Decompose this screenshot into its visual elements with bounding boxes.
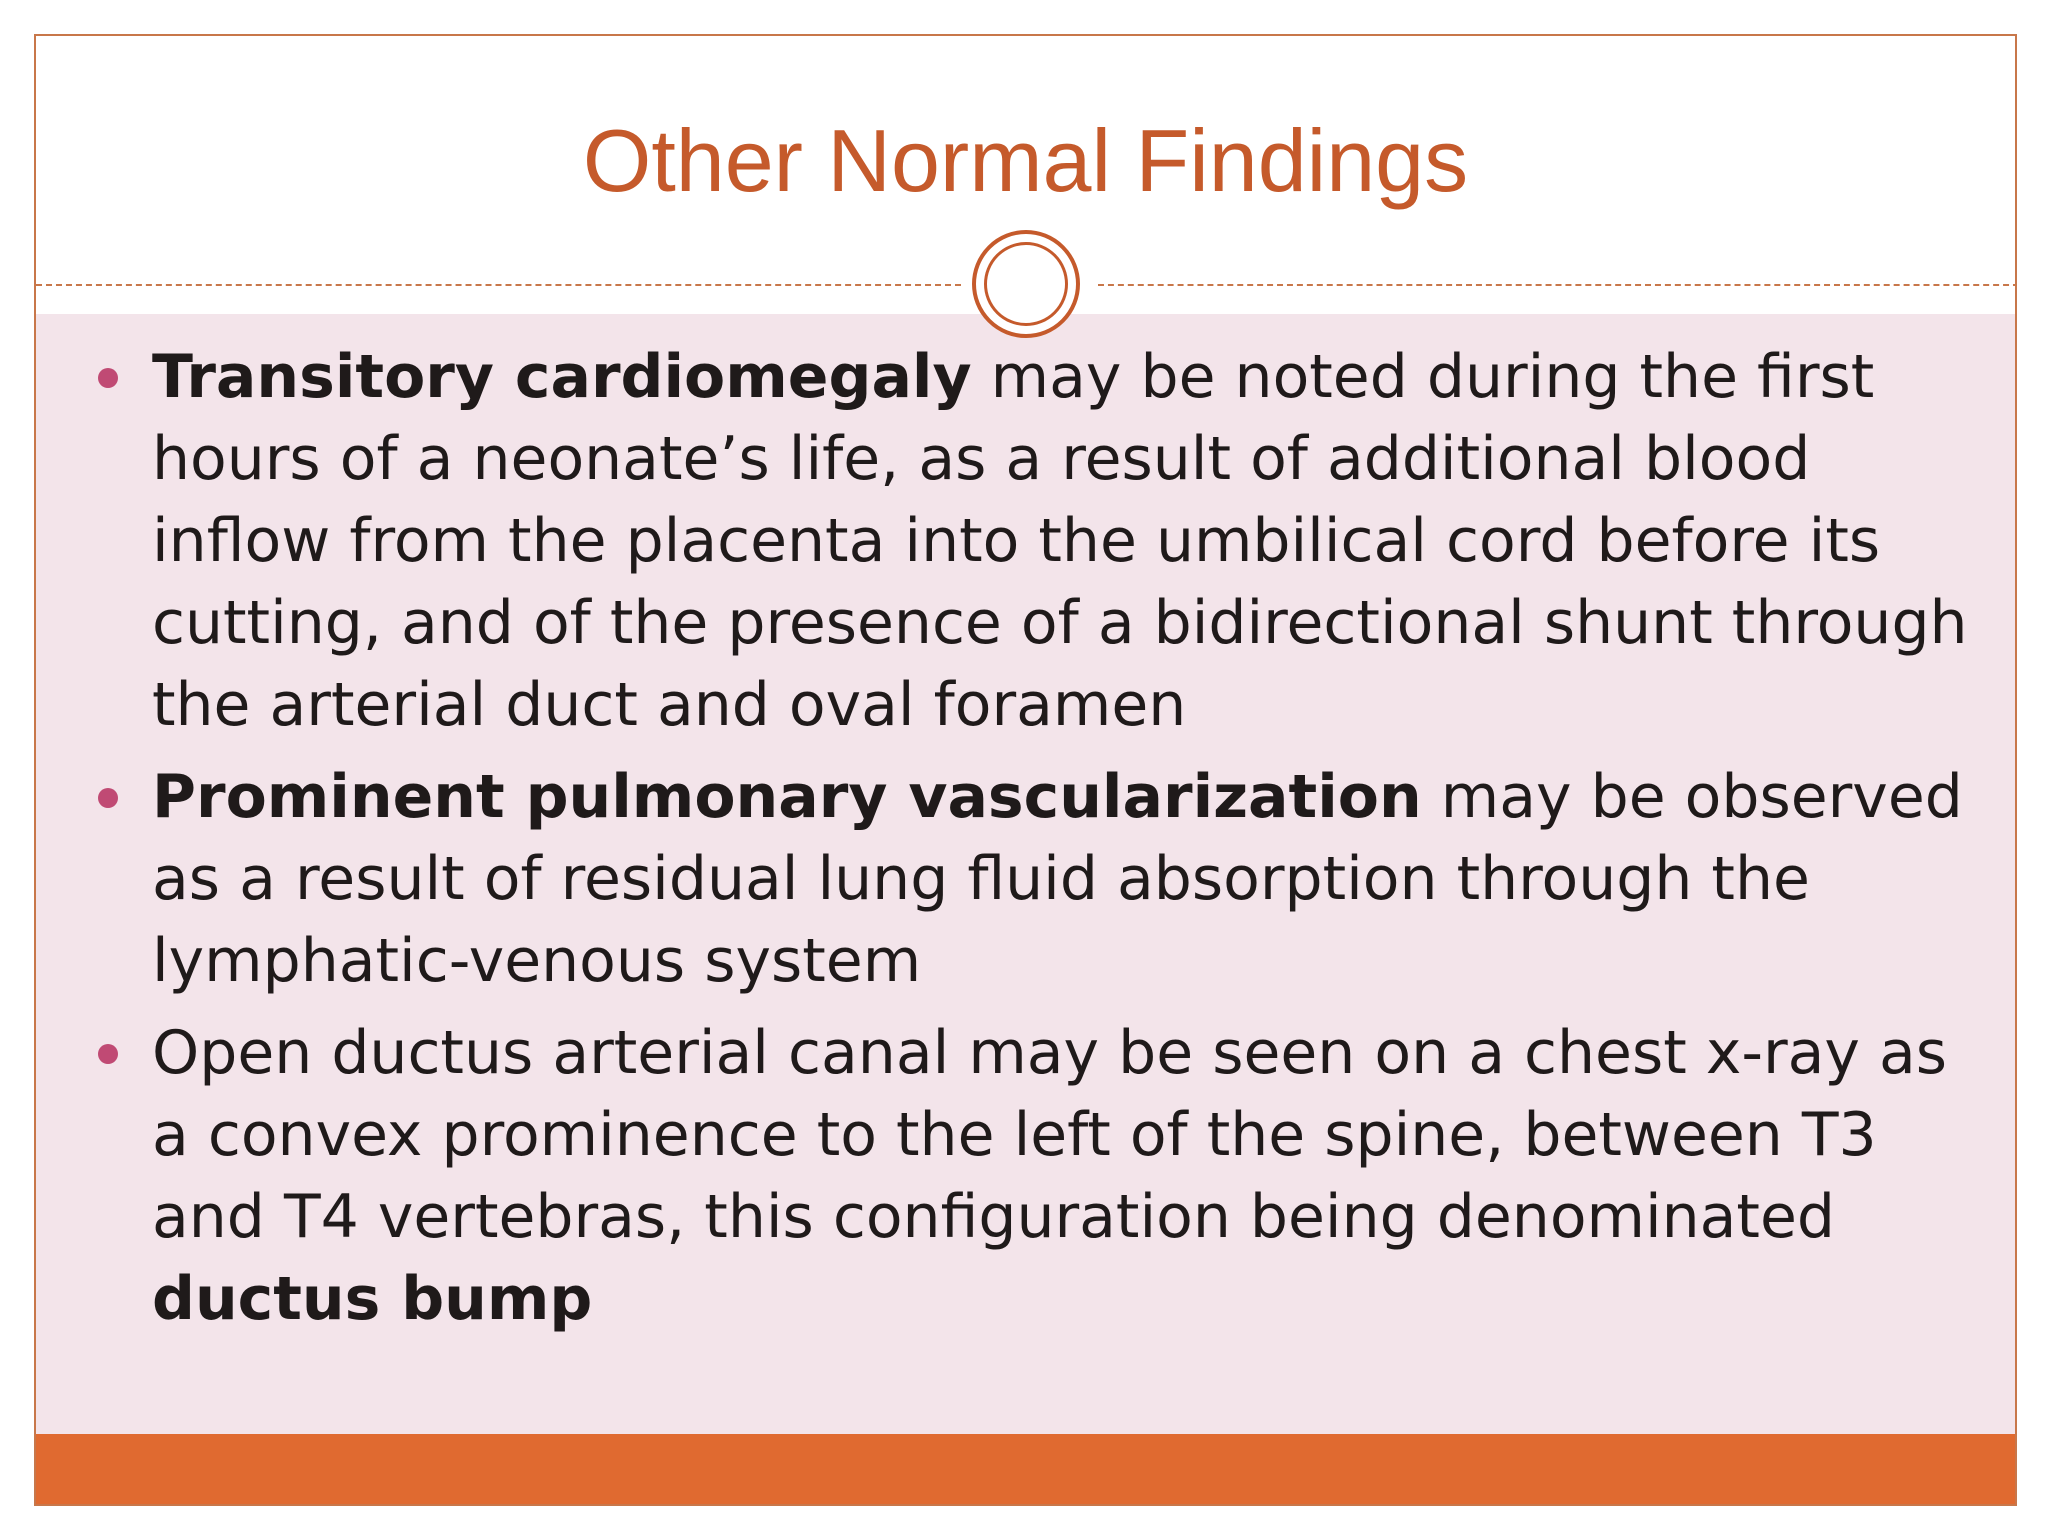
bullet-text: may be observed as a result of residual lung fluid absorption through the lymphatic-venous system xyxy=(152,762,1963,996)
slide-title: Other Normal Findings xyxy=(582,111,1469,210)
circle-ornament-icon xyxy=(972,230,1080,338)
footer-bar xyxy=(36,1434,2015,1506)
bullet-dot-icon xyxy=(98,368,118,388)
bullet-item-transitory-cardiomegaly xyxy=(152,336,1972,746)
bullet-text: Open ductus arterial canal may be seen on a chest x-ray as a convex prominence to the left of the spine, between T3 and T4 vertebras, this configuration being denominated xyxy=(152,1018,1948,1252)
circle-ornament-inner xyxy=(984,242,1068,326)
header-divider-left xyxy=(36,284,961,286)
bullet-item-pulmonary-vascularization xyxy=(152,756,1972,1002)
bullet-item-ductus-bump xyxy=(152,1012,1972,1340)
bullet-bold-term: Transitory cardiomegaly xyxy=(152,342,972,412)
bullet-bold-term: ductus bump xyxy=(152,1264,593,1334)
bullet-bold-term: Prominent pulmonary vascularization xyxy=(152,762,1422,832)
slide xyxy=(34,34,2017,1506)
bullet-text: may be noted during the first hours of a neonate’s life, as a result of additional blood inflow from the placenta into the umbilical cord before its cutting, and of the presence of a bidirectional shunt through the arterial duct and oval foramen xyxy=(152,342,1968,740)
header-divider-right xyxy=(1098,284,2017,286)
bullet-dot-icon xyxy=(98,1044,118,1064)
bullet-list xyxy=(152,336,1972,1350)
bullet-dot-icon xyxy=(98,788,118,808)
